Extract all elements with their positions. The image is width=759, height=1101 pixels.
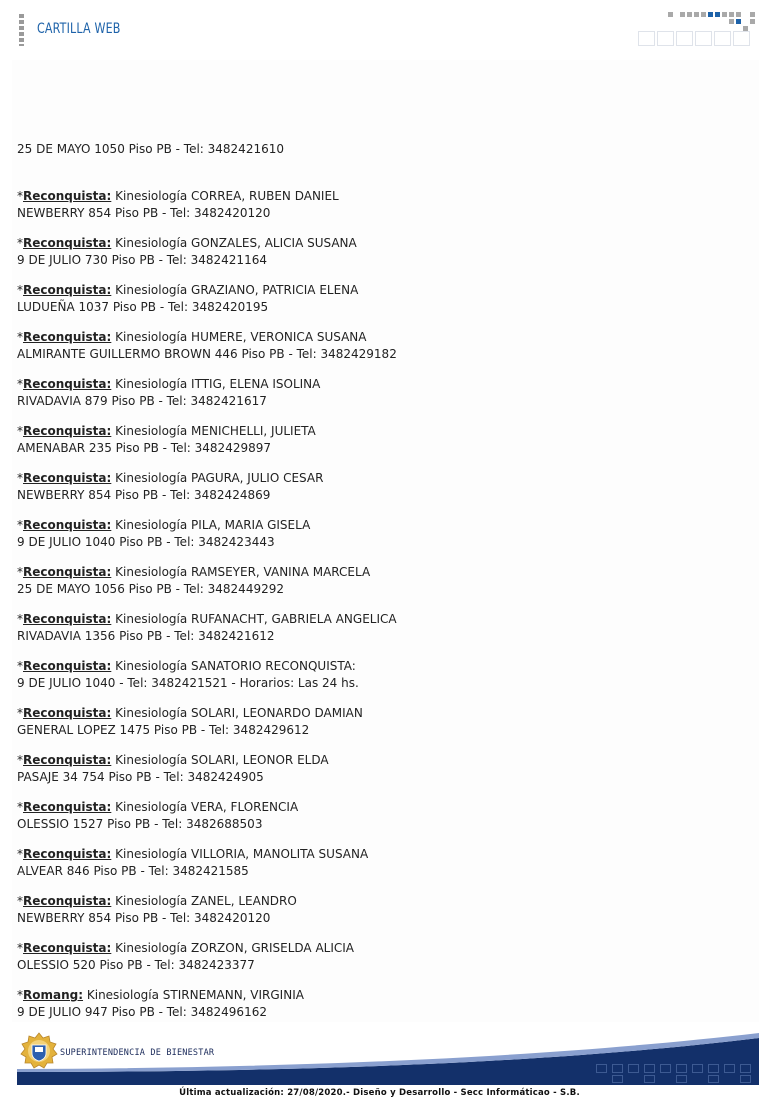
entry-title-line: *Reconquista: Kinesiología SANATORIO RECONQUISTA:: [17, 659, 356, 673]
crest-icon: [20, 1032, 58, 1070]
entry-address: 25 DE MAYO 1050 Piso PB - Tel: 3482421610: [17, 142, 284, 156]
list-item: [17, 470, 752, 517]
header-grid-decoration: [636, 12, 758, 48]
entry-title-line: *Reconquista: Kinesiología PILA, MARIA GISELA: [17, 518, 311, 532]
entry-city: Romang:: [23, 988, 84, 1002]
entry-title-line: *Reconquista: Kinesiología HUMERE, VERONICA SUSANA: [17, 330, 367, 344]
entry-city: Reconquista:: [23, 518, 112, 532]
entry-description: Kinesiología GRAZIANO, PATRICIA ELENA: [115, 283, 359, 297]
list-item: [17, 705, 752, 752]
entry-city: Reconquista:: [23, 236, 112, 250]
entry-description: Kinesiología RUFANACHT, GABRIELA ANGELICA: [115, 612, 397, 626]
entry-description: Kinesiología ZANEL, LEANDRO: [115, 894, 297, 908]
entry-title-line: *Reconquista: Kinesiología RAMSEYER, VANINA MARCELA: [17, 565, 371, 579]
list-item: [17, 329, 752, 376]
entry-address: 9 DE JULIO 1040 - Tel: 3482421521 - Horarios: Las 24 hs.: [17, 676, 359, 690]
entry-address: ALMIRANTE GUILLERMO BROWN 446 Piso PB - Tel: 3482429182: [17, 347, 397, 361]
entry-city: Reconquista:: [23, 330, 112, 344]
list-item: [17, 235, 752, 282]
entry-title-line: *Reconquista: Kinesiología GONZALES, ALICIA SUSANA: [17, 236, 357, 250]
entry-city: Reconquista:: [23, 753, 112, 767]
entry-description: Kinesiología PILA, MARIA GISELA: [115, 518, 311, 532]
list-item: [17, 564, 752, 611]
list-item: [17, 376, 752, 423]
entry-city: Reconquista:: [23, 706, 112, 720]
entry-title-line: *Reconquista: Kinesiología VERA, FLORENCIA: [17, 800, 299, 814]
entry-address: OLESSIO 1527 Piso PB - Tel: 3482688503: [17, 817, 263, 831]
list-item: [17, 846, 752, 893]
list-item: [17, 141, 752, 188]
entry-title-line: *Romang: Kinesiología STIRNEMANN, VIRGINIA: [17, 988, 304, 1002]
page-footer: [0, 1022, 759, 1101]
entry-city: Reconquista:: [23, 189, 112, 203]
entry-address: AMENABAR 235 Piso PB - Tel: 3482429897: [17, 441, 271, 455]
entry-description: Kinesiología HUMERE, VERONICA SUSANA: [115, 330, 367, 344]
entry-city: Reconquista:: [23, 800, 112, 814]
entry-city: Reconquista:: [23, 612, 112, 626]
entry-title-line: *Reconquista: Kinesiología ZANEL, LEANDRO: [17, 894, 297, 908]
entry-description: Kinesiología VILLORIA, MANOLITA SUSANA: [115, 847, 369, 861]
header-accent-bar: [19, 14, 24, 46]
entry-city: Reconquista:: [23, 565, 112, 579]
entry-description: Kinesiología SOLARI, LEONOR ELDA: [115, 753, 329, 767]
entry-description: Kinesiología GONZALES, ALICIA SUSANA: [115, 236, 357, 250]
entry-address: 9 DE JULIO 730 Piso PB - Tel: 3482421164: [17, 253, 267, 267]
entry-city: Reconquista:: [23, 471, 112, 485]
entry-title-line: *Reconquista: Kinesiología SOLARI, LEONARDO DAMIAN: [17, 706, 363, 720]
entry-address: OLESSIO 520 Piso PB - Tel: 3482423377: [17, 958, 255, 972]
entry-title-line: *Reconquista: Kinesiología CORREA, RUBEN DANIEL: [17, 189, 339, 203]
entry-description: Kinesiología ITTIG, ELENA ISOLINA: [115, 377, 321, 391]
entry-address: NEWBERRY 854 Piso PB - Tel: 3482420120: [17, 206, 271, 220]
entry-address: RIVADAVIA 1356 Piso PB - Tel: 3482421612: [17, 629, 275, 643]
list-item: [17, 611, 752, 658]
entry-address: 25 DE MAYO 1056 Piso PB - Tel: 3482449292: [17, 582, 284, 596]
page-header: [0, 0, 759, 60]
entry-address: GENERAL LOPEZ 1475 Piso PB - Tel: 3482429612: [17, 723, 310, 737]
entry-address: PASAJE 34 754 Piso PB - Tel: 3482424905: [17, 770, 264, 784]
entry-description: Kinesiología ZORZON, GRISELDA ALICIA: [115, 941, 355, 955]
entry-title-line: *Reconquista: Kinesiología ZORZON, GRISELDA ALICIA: [17, 941, 355, 955]
entry-address: LUDUEÑA 1037 Piso PB - Tel: 3482420195: [17, 300, 269, 314]
entry-address: NEWBERRY 854 Piso PB - Tel: 3482424869: [17, 488, 271, 502]
entry-description: Kinesiología PAGURA, JULIO CESAR: [115, 471, 324, 485]
footer-last-update: Última actualización: 27/08/2020.- Diseño y Desarrollo - Secc Informáticao - S.B.: [179, 1088, 580, 1098]
list-item: [17, 799, 752, 846]
list-item: [17, 423, 752, 470]
entry-description: Kinesiología VERA, FLORENCIA: [115, 800, 299, 814]
entry-title-line: *Reconquista: Kinesiología VILLORIA, MANOLITA SUSANA: [17, 847, 369, 861]
list-item: [17, 893, 752, 940]
entry-city: Reconquista:: [23, 847, 112, 861]
header-title: CARTILLA WEB: [37, 21, 121, 37]
entry-title-line: *Reconquista: Kinesiología MENICHELLI, JULIETA: [17, 424, 316, 438]
entry-description: Kinesiología SANATORIO RECONQUISTA:: [115, 659, 356, 673]
entry-description: Kinesiología SOLARI, LEONARDO DAMIAN: [115, 706, 363, 720]
entry-title-line: *Reconquista: Kinesiología ITTIG, ELENA ISOLINA: [17, 377, 321, 391]
entry-description: Kinesiología MENICHELLI, JULIETA: [115, 424, 316, 438]
entry-title-line: *Reconquista: Kinesiología SOLARI, LEONOR ELDA: [17, 753, 329, 767]
entry-city: Reconquista:: [23, 894, 112, 908]
entry-description: Kinesiología STIRNEMANN, VIRGINIA: [86, 988, 304, 1002]
entry-city: Reconquista:: [23, 659, 112, 673]
entry-title-line: *Reconquista: Kinesiología PAGURA, JULIO CESAR: [17, 471, 324, 485]
list-item: [17, 752, 752, 799]
entry-title-line: *Reconquista: Kinesiología RUFANACHT, GABRIELA ANGELICA: [17, 612, 397, 626]
list-item: [17, 940, 752, 987]
provider-list: [17, 141, 752, 1034]
entry-address: 9 DE JULIO 1040 Piso PB - Tel: 3482423443: [17, 535, 275, 549]
entry-title-line: *Reconquista: Kinesiología GRAZIANO, PATRICIA ELENA: [17, 283, 359, 297]
entry-city: Reconquista:: [23, 424, 112, 438]
list-item: [17, 188, 752, 235]
entry-description: Kinesiología CORREA, RUBEN DANIEL: [115, 189, 339, 203]
footer-organization: SUPERINTENDENCIA DE BIENESTAR: [60, 1048, 215, 1058]
entry-city: Reconquista:: [23, 377, 112, 391]
entry-address: ALVEAR 846 Piso PB - Tel: 3482421585: [17, 864, 249, 878]
entry-city: Reconquista:: [23, 941, 112, 955]
entry-address: RIVADAVIA 879 Piso PB - Tel: 3482421617: [17, 394, 267, 408]
list-item: [17, 517, 752, 564]
entry-address: 9 DE JULIO 947 Piso PB - Tel: 3482496162: [17, 1005, 267, 1019]
entry-description: Kinesiología RAMSEYER, VANINA MARCELA: [115, 565, 371, 579]
list-item: [17, 658, 752, 705]
entry-city: Reconquista:: [23, 283, 112, 297]
list-item: [17, 282, 752, 329]
entry-address: NEWBERRY 854 Piso PB - Tel: 3482420120: [17, 911, 271, 925]
